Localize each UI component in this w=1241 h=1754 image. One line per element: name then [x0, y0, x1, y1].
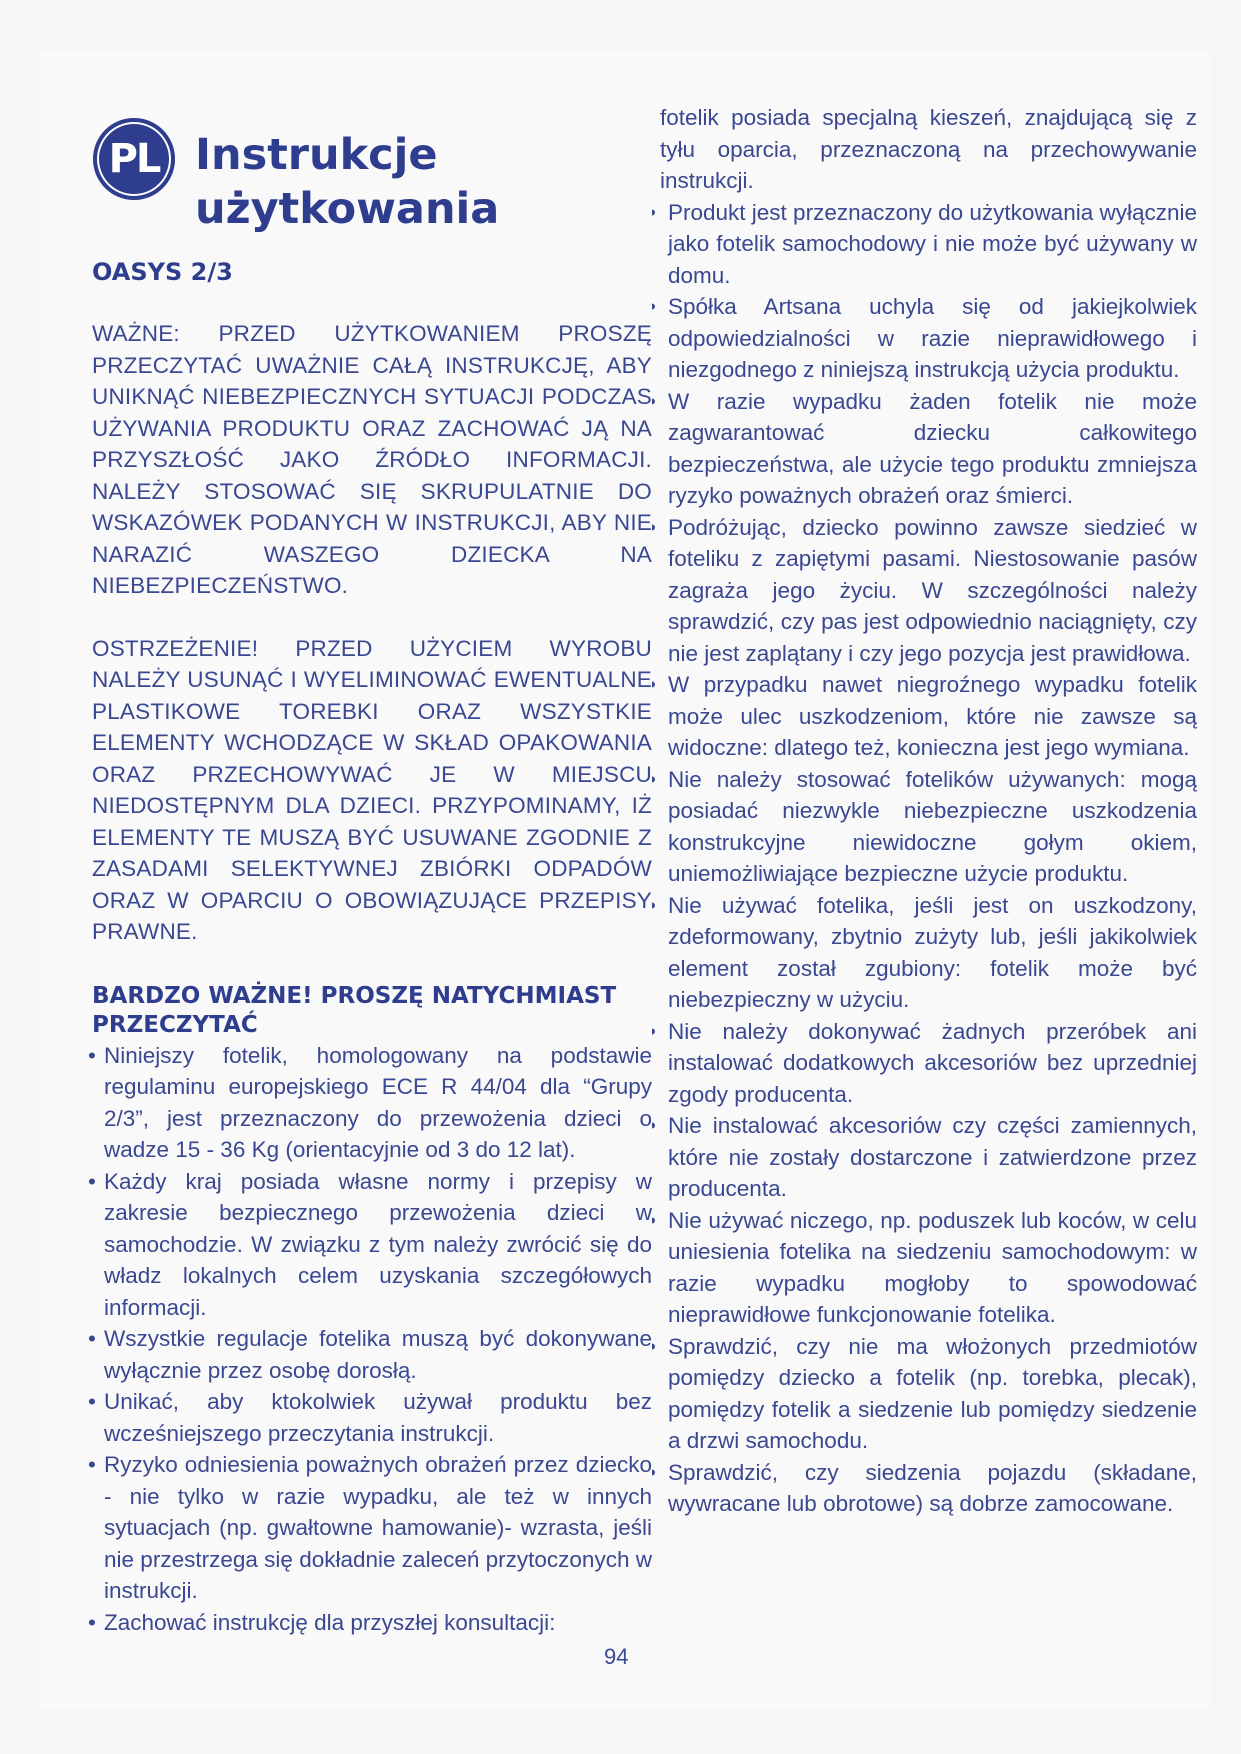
list-item: • Nie instalować akcesoriów czy części zamiennych, które nie zostały dostarczone i zatwierdzone przez producenta.: [652, 1110, 1197, 1205]
warning-notice: OSTRZEŻENIE! PRZED UŻYCIEM WYROBU NALEŻY USUNĄĆ I WYELIMINOWAĆ EWENTUALNE PLASTIKOWE TOREBKI ORAZ WSZYSTKIE ELEMENTY WCHODZĄCE W SKŁAD OPAKOWANIA ORAZ PRZECHOWYWAĆ JE W MIEJSCU NIEDOSTĘPNYM DLA DZIECI. PRZYPOMINAMY, IŻ ELEMENTY TE MUSZĄ BYĆ USUWANE ZGODNIE Z ZASADAMI SELEKTYWNEJ ZBIÓRKI ODPADÓW ORAZ W OPARCIU O OBOWIĄZUJĄCE PRZEPISY PRAWNE.: [92, 635, 652, 944]
left-bullet-list: [92, 1040, 652, 1639]
very-important-heading: BARDZO WAŻNE! PROSZĘ NATYCHMIAST PRZECZYTAĆ: [92, 982, 617, 1038]
list-item: • Nie należy stosować fotelików używanych: mogą posiadać niezwykle niebezpieczne uszkodzenia konstrukcyjne niewidoczne gołym okiem, uniemożliwiające bezpieczne użycie produktu.: [652, 764, 1197, 890]
list-item: • Spółka Artsana uchyla się od jakiejkolwiek odpowiedzialności w razie nieprawidłowego i niezgodnego z niniejszą instrukcją użycia produktu.: [652, 291, 1197, 386]
list-item: • Wszystkie regulacje fotelika muszą być dokonywane wyłącznie przez osobę dorosłą.: [92, 1323, 652, 1386]
list-item: • Niniejszy fotelik, homologowany na podstawie regulaminu europejskiego ECE R 44/04 dla “Grupy 2/3”, jest przeznaczony do przewożenia dzieci o wadze 15 - 36 Kg (orientacyjnie od 3 do 12 lat).: [92, 1040, 652, 1166]
language-badge: PL: [93, 118, 175, 200]
important-notice: WAŻNE: PRZED UŻYTKOWANIEM PROSZĘ PRZECZYTAĆ UWAŻNIE CAŁĄ INSTRUKCJĘ, ABY UNIKNĄĆ NIEBEZPIECZNYCH SYTUACJI PODCZAS UŻYWANIA PRODUKTU ORAZ ZACHOWAĆ JĄ NA PRZYSZŁOŚĆ JAKO ŹRÓDŁO INFORMACJI. NALEŻY STOSOWAĆ SIĘ SKRUPULATNIE DO WSKAZÓWEK PODANYCH W INSTRUKCJI, ABY NIE NARAZIĆ WASZEGO DZIECKA NA NIEBEZPIECZEŃSTWO.: [92, 321, 652, 598]
list-item: • Sprawdzić, czy siedzenia pojazdu (składane, wywracane lub obrotowe) są dobrze zamocowane.: [652, 1457, 1197, 1520]
page-number: 94: [604, 1644, 629, 1669]
page-title: Instrukcje użytkowania: [195, 130, 500, 234]
list-item: • Nie używać niczego, np. poduszek lub koców, w celu uniesienia fotelika na siedzeniu samochodowym: w razie wypadku mogłoby to spowodować nieprawidłowe funkcjonowanie fotelika.: [652, 1205, 1197, 1331]
list-item: • W przypadku nawet niegroźnego wypadku fotelik może ulec uszkodzeniom, które nie zawsze są widoczne: dlatego też, konieczna jest jego wymiana.: [652, 669, 1197, 764]
right-column: [652, 102, 1197, 1520]
model-name: OASYS 2/3: [92, 258, 233, 286]
left-column: [92, 318, 652, 1638]
list-item: • Ryzyko odniesienia poważnych obrażeń przez dziecko - nie tylko w razie wypadku, ale też w innych sytuacjach (np. gwałtowne hamowanie)- wzrasta, jeśli nie przestrzega się dokładnie zaleceń przytoczonych w instrukcji.: [92, 1449, 652, 1607]
continued-paragraph: fotelik posiada specjalną kieszeń, znajdującą się z tyłu oparcia, przeznaczoną na przechowywanie instrukcji.: [660, 105, 1197, 193]
list-item: • Podróżując, dziecko powinno zawsze siedzieć w foteliku z zapiętymi pasami. Niestosowanie pasów zagraża jego życiu. W szczególności należy sprawdzić, czy pas jest odpowiednio naciągnięty, czy nie jest zaplątany i czy jego pozycja jest prawidłowa.: [652, 512, 1197, 670]
list-item: • Każdy kraj posiada własne normy i przepisy w zakresie bezpiecznego przewożenia dzieci w samochodzie. W związku z tym należy zwrócić się do władz lokalnych celem uzyskania szczegółowych informacji.: [92, 1166, 652, 1324]
list-item: • Unikać, aby ktokolwiek używał produktu bez wcześniejszego przeczytania instrukcji.: [92, 1386, 652, 1449]
list-item: • Produkt jest przeznaczony do użytkowania wyłącznie jako fotelik samochodowy i nie może być używany w domu.: [652, 197, 1197, 292]
list-item: • Nie należy dokonywać żadnych przeróbek ani instalować dodatkowych akcesoriów bez uprzedniej zgody producenta.: [652, 1016, 1197, 1111]
list-item: • Sprawdzić, czy nie ma włożonych przedmiotów pomiędzy dziecko a fotelik (np. torebka, plecak), pomiędzy fotelik a siedzenie lub pomiędzy siedzenie a drzwi samochodu.: [652, 1331, 1197, 1457]
list-item: • W razie wypadku żaden fotelik nie może zagwarantować dziecku całkowitego bezpieczeństwa, ale użycie tego produktu zmniejsza ryzyko poważnych obrażeń oraz śmierci.: [652, 386, 1197, 512]
list-item: • Nie używać fotelika, jeśli jest on uszkodzony, zdeformowany, zbytnio zużyty lub, jeśli jakikolwiek element został zgubiony: fotelik może być niebezpieczny w użyciu.: [652, 890, 1197, 1016]
right-bullet-list: [652, 197, 1197, 1520]
list-item: • Zachować instrukcję dla przyszłej konsultacji:: [92, 1607, 652, 1639]
